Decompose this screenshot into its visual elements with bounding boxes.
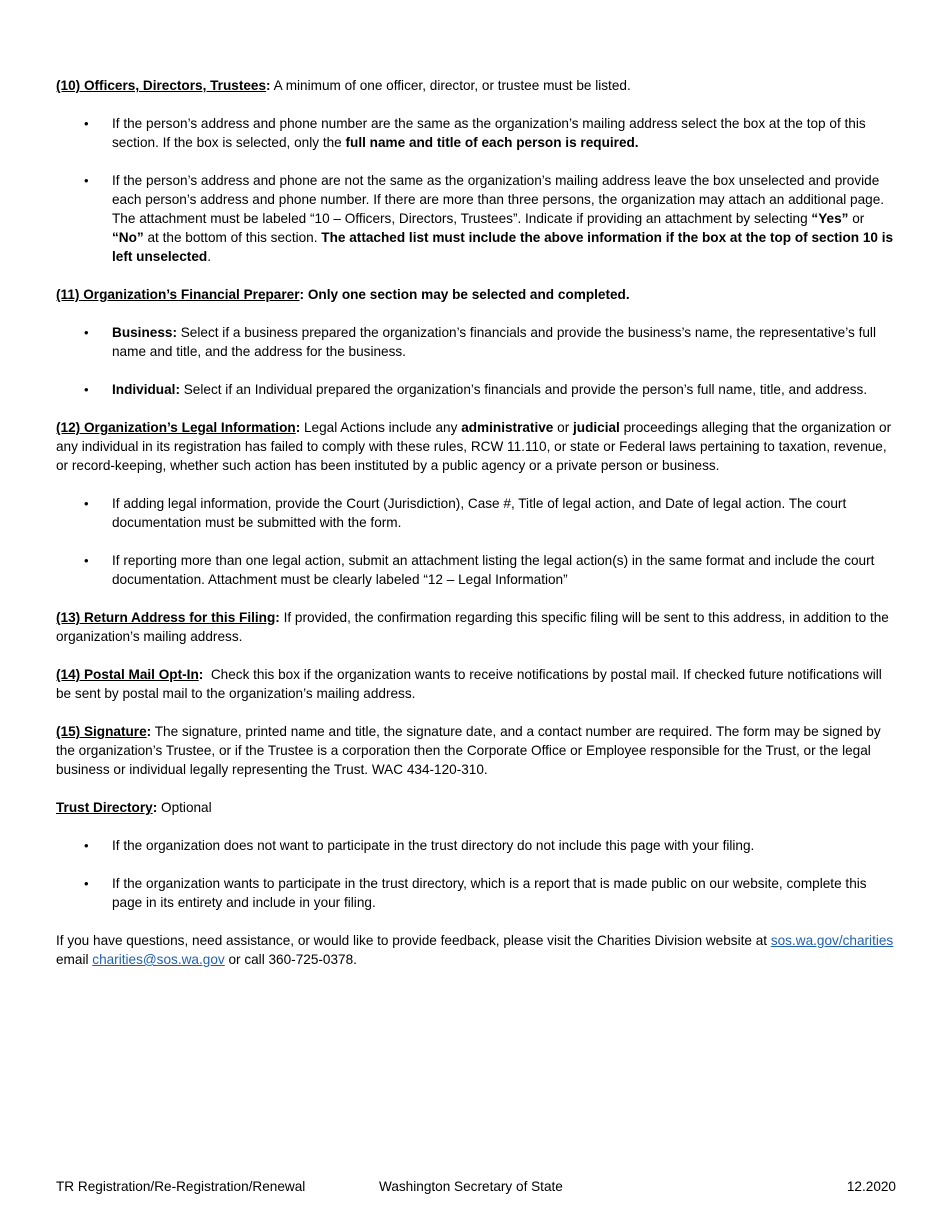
section-15: (15) Signature: The signature, printed name and title, the signature date, and a contact number are required. The form may be signed by the organization’s Trustee, or if the Trustee is a corporation then the Corporate Office or Employee responsible for the Trust, or the legal business or individual legally representing the Trust. WAC 434-120-310.	[56, 724, 881, 777]
list-item: • If reporting more than one legal action, submit an attachment listing the legal action(s) in the same format and include the court documentation. Attachment must be clearly labeled “12 – Legal Information”	[56, 551, 896, 589]
section-12-heading: (12) Organization’s Legal Information	[56, 420, 296, 435]
section-12-intro: (12) Organization’s Legal Information: Legal Actions include any administrative or judicial proceedings alleging that the organization or any individual in its registration has failed to comply with these rules, RCW 11.110, or state or Federal laws pertaining to taxation, revenue, or record-keeping, whether such action has been instituted by a public agency or a private person or business.	[56, 420, 892, 473]
list-item: • If the person’s address and phone number are the same as the organization’s mailing address select the box at the top of this section. If the box is selected, only the full name and title of each person is required.	[56, 114, 896, 152]
trust-directory-intro: Trust Directory: Optional	[56, 800, 212, 815]
charities-email-link[interactable]: charities@sos.wa.gov	[92, 952, 225, 967]
section-13: (13) Return Address for this Filing: If provided, the confirmation regarding this specific filing will be sent to this address, in addition to the organization’s mailing address.	[56, 610, 889, 644]
footer-agency: Washington Secretary of State	[379, 1179, 563, 1194]
section-14: (14) Postal Mail Opt-In: Check this box if the organization wants to receive notifications by postal mail. If checked future notifications will be sent by postal mail to the organization’s mailing address.	[56, 667, 886, 701]
trust-directory-heading: Trust Directory	[56, 800, 153, 815]
footer-form-name: TR Registration/Re-Registration/Renewal	[56, 1179, 306, 1194]
section-12-list	[56, 494, 896, 589]
section-10-heading: (10) Officers, Directors, Trustees	[56, 78, 267, 93]
footer-revision-date: 12.2020	[846, 1179, 896, 1194]
charities-website-link[interactable]: sos.wa.gov/charities	[770, 933, 894, 948]
section-13-heading: (13) Return Address for this Filing	[56, 610, 276, 625]
list-item: • If adding legal information, provide the Court (Jurisdiction), Case #, Title of legal action, and Date of legal action. The court documentation must be submitted with the form.	[56, 494, 896, 532]
section-11-list	[56, 323, 896, 399]
trust-directory-list	[56, 836, 896, 912]
section-14-heading: (14) Postal Mail Opt-In	[56, 667, 199, 682]
contact-paragraph: If you have questions, need assistance, or would like to provide feedback, please visit the Charities Division website at sos.wa.gov/charities email charities@sos.wa.gov or call 360-725-0378.	[56, 933, 894, 967]
list-item: • If the person’s address and phone are not the same as the organization’s mailing address leave the box unselected and provide each person’s address and phone number. If there are more than three persons, the organization may attach an additional page. The attachment must be labeled “10 – Officers, Directors, Trustees”. Indicate if providing an attachment by selecting “Yes” or “No” at the bottom of this section. The attached list must include the above information if the box at the top of section 10 is left unselected.	[56, 171, 896, 266]
section-10-list	[56, 114, 896, 266]
list-item: • If the organization wants to participate in the trust directory, which is a report that is made public on our website, complete this page in its entirety and include in your filing.	[56, 874, 896, 912]
instructions-body	[56, 76, 896, 969]
section-11-heading: (11) Organization’s Financial Preparer	[56, 287, 300, 302]
section-11-intro: (11) Organization’s Financial Preparer: Only one section may be selected and completed.	[56, 287, 630, 302]
section-10-intro: (10) Officers, Directors, Trustees: A minimum of one officer, director, or trustee must be listed.	[56, 78, 631, 93]
list-item: • Business: Select if a business prepared the organization’s financials and provide the business’s name, the representative’s full name and title, and the address for the business.	[56, 323, 896, 361]
list-item: • Individual: Select if an Individual prepared the organization’s financials and provide the person’s full name, title, and address.	[56, 380, 896, 399]
section-15-heading: (15) Signature	[56, 724, 147, 739]
page-footer	[56, 1177, 896, 1197]
list-item: • If the organization does not want to participate in the trust directory do not include this page with your filing.	[56, 836, 896, 855]
